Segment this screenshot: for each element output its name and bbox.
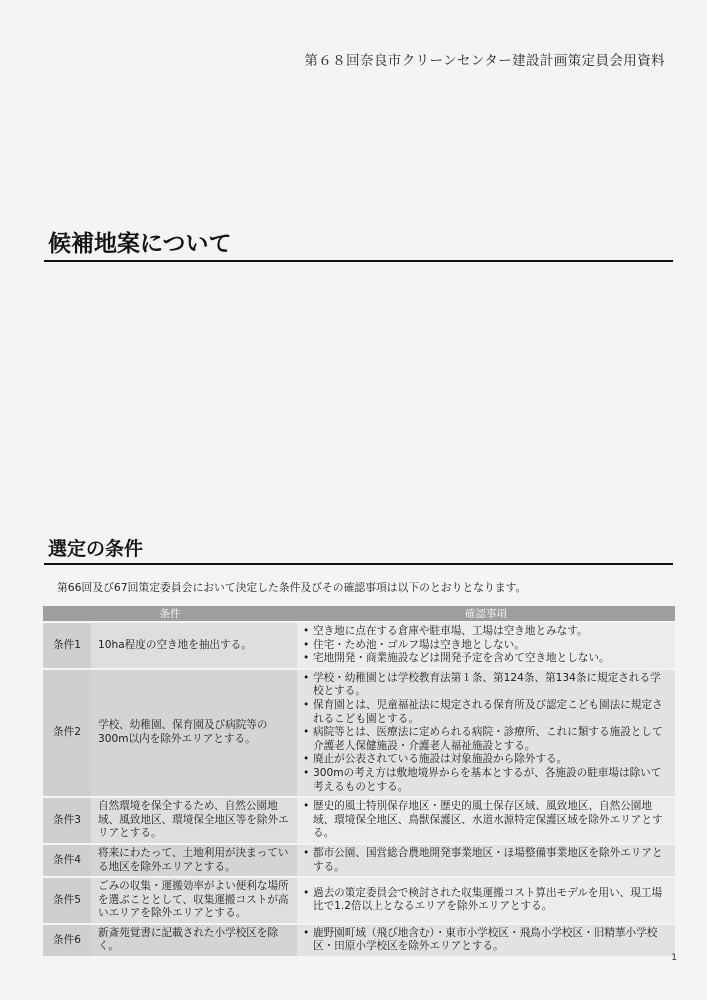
condition-notes <box>297 844 675 877</box>
condition-number: 条件4 <box>43 844 91 877</box>
section-title-conditions: 選定の条件 <box>44 535 673 565</box>
condition-number: 条件6 <box>43 924 91 957</box>
conditions-table <box>43 606 675 958</box>
note-item: • 宅地開発・商業施設などは開発予定を含めて空き地としない。 <box>301 652 671 666</box>
table-row <box>43 844 675 877</box>
condition-notes <box>297 797 675 844</box>
page-number: 1 <box>671 953 677 963</box>
table-row <box>43 669 675 797</box>
condition-description: 新斎苑覚書に記載された小学校区を除く。 <box>91 924 297 957</box>
note-item: • 歴史的風土特別保存地区・歴史的風土保存区域、風致地区、自然公園地域、環境保全地区、鳥獣保護区、水道水源特定保護区域を除外エリアとする。 <box>301 800 671 841</box>
condition-number: 条件3 <box>43 797 91 844</box>
condition-number: 条件1 <box>43 622 91 669</box>
condition-notes <box>297 622 675 669</box>
note-item: • 空き地に点在する倉庫や駐車場、工場は空き地とみなす。 <box>301 625 671 639</box>
table-header-row <box>43 606 675 622</box>
condition-number: 条件5 <box>43 877 91 924</box>
column-header-condition: 条件 <box>43 606 297 622</box>
note-item: • 保育園とは、児童福祉法に規定される保育所及び認定こども園法に規定されるこども園とする。 <box>301 699 671 726</box>
column-header-notes: 確認事項 <box>297 606 675 622</box>
condition-description: 学校、幼稚園、保育園及び病院等の300m以内を除外エリアとする。 <box>91 669 297 797</box>
note-item: • 学校・幼稚園とは学校教育法第１条、第124条、第134条に規定される学校とする。 <box>301 672 671 699</box>
condition-description: ごみの収集・運搬効率がよい便利な場所を選ぶこととして、収集運搬コストが高いエリアを除外エリアとする。 <box>91 877 297 924</box>
condition-notes <box>297 924 675 957</box>
condition-notes <box>297 877 675 924</box>
section-title-candidates: 候補地案について <box>44 228 673 262</box>
page-header: 第６８回奈良市クリーンセンター建設計画策定員会用資料 <box>304 53 665 69</box>
note-item: • 都市公園、国営総合農地開発事業地区・ほ場整備事業地区を除外エリアとする。 <box>301 847 671 874</box>
table-row <box>43 877 675 924</box>
table-row <box>43 924 675 957</box>
condition-description: 将来にわたって、土地利用が決まっている地区を除外エリアとする。 <box>91 844 297 877</box>
condition-description: 自然環境を保全するため、自然公園地域、風致地区、環境保全地区等を除外エリアとする。 <box>91 797 297 844</box>
note-item: • 300mの考え方は敷地境界からを基本とするが、各施設の駐車場は除いて考えるものとする。 <box>301 767 671 794</box>
table-row <box>43 797 675 844</box>
condition-description: 10ha程度の空き地を抽出する。 <box>91 622 297 669</box>
conditions-table-body <box>43 622 675 957</box>
condition-number: 条件2 <box>43 669 91 797</box>
note-item: • 過去の策定委員会で検討された収集運搬コスト算出モデルを用い、現工場比で1.2倍以上となるエリアを除外エリアとする。 <box>301 887 671 914</box>
note-item: • 廃止が公表されている施設は対象施設から除外する。 <box>301 753 671 767</box>
note-item: • 病院等とは、医療法に定められる病院・診療所、これに類する施設として介護老人保健施設・介護老人福祉施設とする。 <box>301 726 671 753</box>
note-item: • 住宅・ため池・ゴルフ場は空き地としない。 <box>301 639 671 653</box>
condition-notes <box>297 669 675 797</box>
conditions-intro: 第66回及び67回策定委員会において決定した条件及びその確認事項は以下のとおりとなります。 <box>57 581 527 594</box>
note-item: • 鹿野園町域（飛び地含む）・東市小学校区・飛鳥小学校区・旧精華小学校区・田原小学校区を除外エリアとする。 <box>301 927 671 954</box>
table-row <box>43 622 675 669</box>
